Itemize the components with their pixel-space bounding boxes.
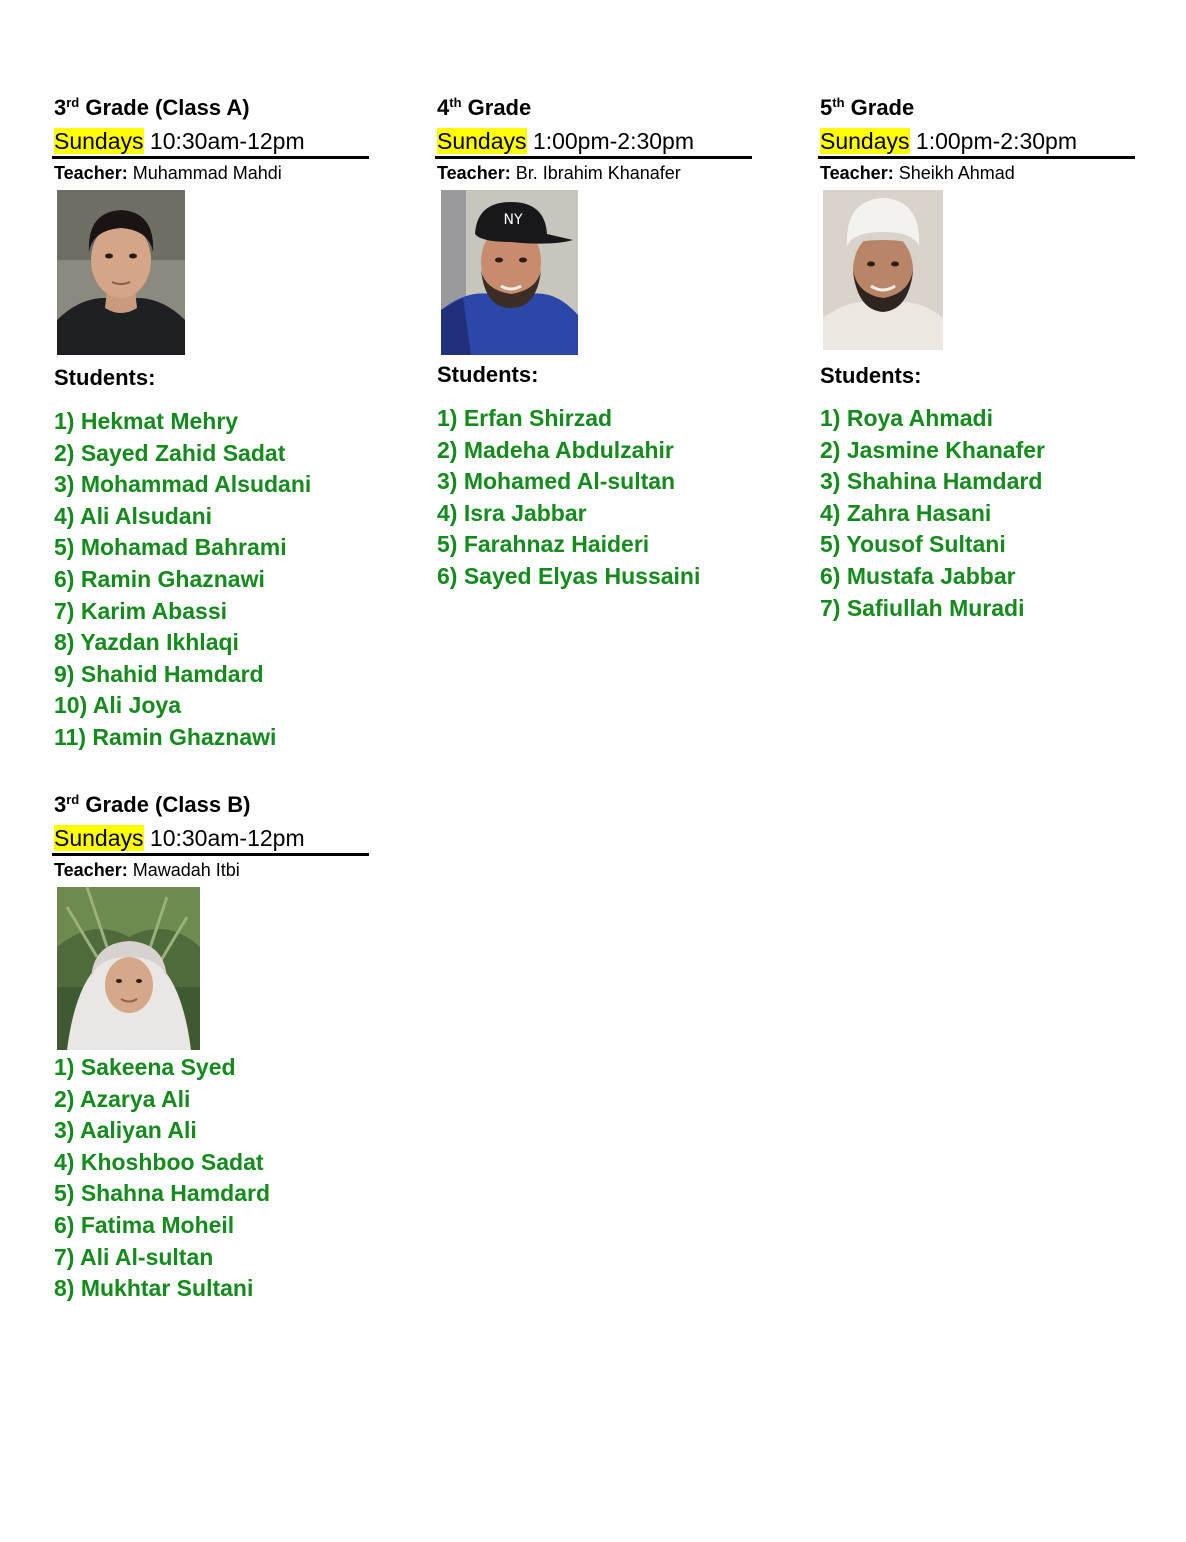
class-section-3rd-grade-a: [52, 95, 372, 754]
list-item: 7) Safiullah Muradi: [820, 594, 1025, 621]
class-section-4th-grade: [435, 95, 755, 593]
teacher-name: Mawadah Itbi: [127, 860, 240, 880]
teacher-label: Teacher:: [820, 163, 894, 183]
teacher-label: Teacher:: [54, 163, 128, 183]
teacher-line: [435, 162, 755, 184]
divider: [52, 853, 369, 856]
list-item: 8) Mukhtar Sultani: [54, 1275, 254, 1302]
list-item: 3) Aaliyan Ali: [54, 1117, 197, 1144]
teacher-photo: [57, 190, 185, 355]
student-list: [52, 1052, 372, 1305]
list-item: 5) Shahna Hamdard: [54, 1180, 270, 1207]
grade-title: 4th Grade: [437, 95, 532, 120]
list-item: 6) Mustafa Jabbar: [820, 562, 1016, 589]
schedule-day: Sundays: [54, 128, 144, 154]
list-item: 1) Hekmat Mehry: [54, 408, 239, 434]
students-label: Students:: [54, 365, 156, 390]
list-item: 5) Mohamad Bahrami: [54, 534, 287, 561]
student-list: [52, 406, 372, 754]
list-item: 7) Ali Al-sultan: [54, 1243, 214, 1270]
list-item: 5) Yousof Sultani: [820, 531, 1006, 558]
schedule-time: 1:00pm-2:30pm: [909, 128, 1077, 154]
class-section-5th-grade: [818, 95, 1138, 624]
list-item: 4) Zahra Hasani: [820, 499, 992, 526]
student-list: [818, 403, 1138, 624]
list-item: 2) Jasmine Khanafer: [820, 436, 1045, 463]
class-schedule: [818, 127, 1138, 155]
divider: [52, 156, 369, 159]
list-item: 6) Ramin Ghaznawi: [54, 565, 265, 592]
list-item: 7) Karim Abassi: [54, 597, 227, 624]
students-label: Students:: [437, 362, 539, 387]
svg-text:NY: NY: [503, 212, 523, 228]
grade-title: 3rd Grade (Class B): [54, 792, 251, 817]
class-schedule: [435, 127, 755, 155]
class-schedule: [52, 824, 372, 852]
grade-title: 5th Grade: [820, 95, 915, 120]
schedule-day: Sundays: [437, 128, 527, 154]
list-item: 9) Shahid Hamdard: [54, 660, 264, 687]
list-item: 4) Khoshboo Sadat: [54, 1148, 264, 1175]
list-item: 8) Yazdan Ikhlaqi: [54, 629, 239, 656]
teacher-label: Teacher:: [54, 860, 128, 880]
divider: [818, 156, 1135, 159]
teacher-photo: [57, 887, 200, 1050]
schedule-time: 1:00pm-2:30pm: [526, 128, 694, 154]
schedule-day: Sundays: [54, 825, 144, 851]
teacher-name: Br. Ibrahim Khanafer: [510, 163, 681, 183]
list-item: 4) Ali Alsudani: [54, 502, 213, 529]
list-item: 1) Sakeena Syed: [54, 1054, 236, 1080]
list-item: 10) Ali Joya: [54, 692, 181, 719]
list-item: 1) Erfan Shirzad: [437, 405, 613, 431]
teacher-photo: [823, 190, 943, 350]
teacher-line: [52, 162, 372, 184]
list-item: 2) Madeha Abdulzahir: [437, 436, 674, 463]
schedule-time: 10:30am-12pm: [143, 825, 305, 851]
student-list: [435, 403, 755, 593]
list-item: 2) Sayed Zahid Sadat: [54, 439, 286, 466]
teacher-name: Muhammad Mahdi: [127, 163, 282, 183]
list-item: 1) Roya Ahmadi: [820, 405, 993, 431]
students-label: Students:: [820, 363, 922, 388]
teacher-line: [818, 162, 1138, 184]
list-item: 3) Mohammad Alsudani: [54, 471, 312, 498]
list-item: 6) Fatima Moheil: [54, 1211, 235, 1238]
list-item: 11) Ramin Ghaznawi: [54, 723, 277, 750]
divider: [435, 156, 752, 159]
teacher-label: Teacher:: [437, 163, 511, 183]
list-item: 4) Isra Jabbar: [437, 499, 587, 526]
class-section-3rd-grade-b: [52, 792, 372, 1305]
teacher-line: [52, 859, 372, 881]
list-item: 3) Mohamed Al-sultan: [437, 468, 676, 495]
grade-title: 3rd Grade (Class A): [54, 95, 250, 120]
list-item: 2) Azarya Ali: [54, 1085, 191, 1112]
list-item: 5) Farahnaz Haideri: [437, 531, 650, 558]
class-schedule: [52, 127, 372, 155]
teacher-name: Sheikh Ahmad: [893, 163, 1015, 183]
list-item: 6) Sayed Elyas Hussaini: [437, 562, 701, 589]
list-item: 3) Shahina Hamdard: [820, 468, 1043, 495]
teacher-photo: [441, 190, 578, 355]
schedule-time: 10:30am-12pm: [143, 128, 305, 154]
schedule-day: Sundays: [820, 128, 910, 154]
